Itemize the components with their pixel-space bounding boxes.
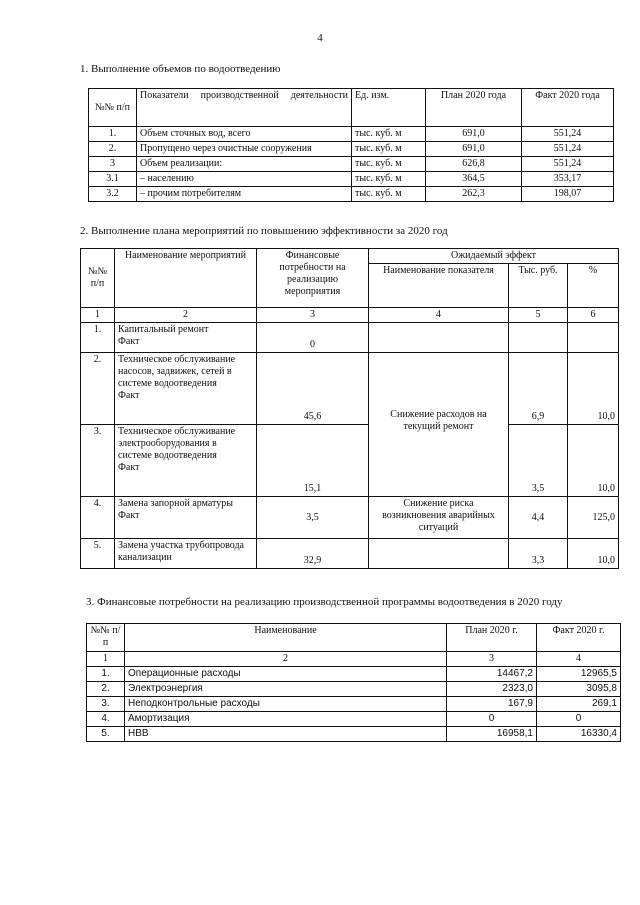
- section1-table: [88, 88, 614, 202]
- s2-cell-finance: 3,5: [257, 497, 369, 539]
- table-row: [89, 157, 614, 172]
- s2-cell-rub: [509, 323, 568, 353]
- s3-cell-num: 5.: [87, 727, 125, 742]
- s3-cell-plan: 16958,1: [447, 727, 537, 742]
- s1-cell-name: Объем реализации:: [137, 157, 352, 172]
- s3-colnum: 1: [87, 652, 125, 667]
- s2-colnum: 3: [257, 308, 369, 323]
- s2-cell-pct: 10,0: [568, 539, 619, 569]
- s1-header-indicator: Показатели производственной деятельности: [137, 89, 352, 127]
- table-row: [81, 323, 619, 353]
- s1-cell-unit: тыс. куб. м: [352, 142, 426, 157]
- s2-cell-indicator-empty: [369, 539, 509, 569]
- s2-cell-finance: 32,9: [257, 539, 369, 569]
- s2-cell-num: 2.: [81, 353, 115, 425]
- s1-cell-num: 3.2: [89, 187, 137, 202]
- s2-cell-indicator-merged: Снижение расходов на текущий ремонт: [369, 353, 509, 497]
- s2-cell-name: Техническое обслуживание электрооборудования в системе водоотведения: [118, 426, 236, 461]
- s2-cell-name: Замена участка трубопровода канализации: [115, 539, 257, 569]
- s3-cell-name: НВВ: [125, 727, 447, 742]
- s1-cell-plan: 262,3: [426, 187, 522, 202]
- s2-cell-rub: 3,3: [509, 539, 568, 569]
- s2-header-num: №№ п/п: [81, 249, 115, 308]
- s3-cell-num: 1.: [87, 667, 125, 682]
- table-row: [87, 697, 621, 712]
- table-row: [81, 308, 619, 323]
- s1-cell-fact: 551,24: [522, 127, 614, 142]
- s2-header-finance: Финансовые потребности на реализацию мероприятия: [257, 249, 369, 308]
- s2-cell-fact-label: Факт: [118, 510, 140, 521]
- s2-cell-rub: 4,4: [509, 497, 568, 539]
- table-row: [81, 539, 619, 569]
- s1-cell-name: – прочим потребителям: [137, 187, 352, 202]
- s2-cell-pct: 125,0: [568, 497, 619, 539]
- s2-header-pct: %: [568, 264, 619, 308]
- s3-cell-plan: 2323,0: [447, 682, 537, 697]
- s3-header-fact: Факт 2020 г.: [537, 624, 621, 652]
- s2-header-effect: Ожидаемый эффект: [369, 249, 619, 264]
- table-row: [87, 712, 621, 727]
- s2-cell-indicator-empty: [369, 323, 509, 353]
- s1-header-num: №№ п/п: [89, 89, 137, 127]
- page-number: 4: [317, 32, 323, 44]
- s3-cell-plan: 0: [447, 712, 537, 727]
- s2-cell-fact-label: Факт: [118, 390, 140, 401]
- s2-cell-finance: 0: [257, 323, 369, 353]
- s1-cell-fact: 353,17: [522, 172, 614, 187]
- table-row: [89, 172, 614, 187]
- section2-heading: 2. Выполнение плана мероприятий по повышению эффективности за 2020 год: [80, 225, 448, 237]
- s1-cell-num: 3: [89, 157, 137, 172]
- table-row: [89, 127, 614, 142]
- table-row: [87, 682, 621, 697]
- s1-cell-unit: тыс. куб. м: [352, 157, 426, 172]
- table-row: [87, 667, 621, 682]
- s3-cell-plan: 14467,2: [447, 667, 537, 682]
- s2-cell-pct: 10,0: [568, 353, 619, 425]
- s3-cell-name: Электроэнергия: [125, 682, 447, 697]
- s3-header-name: Наименование: [125, 624, 447, 652]
- s1-cell-plan: 691,0: [426, 127, 522, 142]
- table-row: [81, 425, 619, 497]
- s3-header-plan: План 2020 г.: [447, 624, 537, 652]
- s1-cell-unit: тыс. куб. м: [352, 127, 426, 142]
- s2-colnum: 2: [115, 308, 257, 323]
- s3-cell-fact: 0: [537, 712, 621, 727]
- s2-cell-indicator: Снижение риска возникновения аварийных ситуаций: [369, 497, 509, 539]
- s2-cell-num: 4.: [81, 497, 115, 539]
- section1-heading: 1. Выполнение объемов по водоотведению: [80, 63, 281, 75]
- s1-header-plan: План 2020 года: [426, 89, 522, 127]
- s2-header-indicator: Наименование показателя: [369, 264, 509, 308]
- s3-colnum: 2: [125, 652, 447, 667]
- s3-cell-num: 3.: [87, 697, 125, 712]
- s2-cell-rub: 6,9: [509, 353, 568, 425]
- s1-header-unit: Ед. изм.: [352, 89, 426, 127]
- s3-cell-num: 4.: [87, 712, 125, 727]
- s1-cell-unit: тыс. куб. м: [352, 172, 426, 187]
- s2-cell-num: 5.: [81, 539, 115, 569]
- s1-cell-num: 1.: [89, 127, 137, 142]
- s1-cell-name: Пропущено через очистные сооружения: [137, 142, 352, 157]
- section3-table: [86, 623, 621, 742]
- s3-cell-plan: 167,9: [447, 697, 537, 712]
- s2-cell-num: 1.: [81, 323, 115, 353]
- s1-cell-fact: 551,24: [522, 157, 614, 172]
- s1-cell-name: – населению: [137, 172, 352, 187]
- s1-cell-fact: 198,07: [522, 187, 614, 202]
- s2-cell-pct: 10,0: [568, 425, 619, 497]
- table-row: [87, 727, 621, 742]
- s3-header-num: №№ п/п: [87, 624, 125, 652]
- s3-colnum: 3: [447, 652, 537, 667]
- s2-cell-name: Техническое обслуживание насосов, задвижек, сетей в системе водоотведения: [118, 354, 236, 389]
- s2-cell-name: Замена запорной арматуры: [118, 498, 233, 509]
- s2-cell-num: 3.: [81, 425, 115, 497]
- section3-heading: 3. Финансовые потребности на реализацию производственной программы водоотведения в 2020 году: [86, 596, 563, 608]
- s1-cell-plan: 691,0: [426, 142, 522, 157]
- s3-cell-fact: 16330,4: [537, 727, 621, 742]
- s1-cell-plan: 626,8: [426, 157, 522, 172]
- s3-cell-num: 2.: [87, 682, 125, 697]
- table-row: [89, 142, 614, 157]
- s2-colnum: 6: [568, 308, 619, 323]
- s1-cell-fact: 551,24: [522, 142, 614, 157]
- s1-header-fact: Факт 2020 года: [522, 89, 614, 127]
- table-row: [87, 652, 621, 667]
- table-row: [89, 187, 614, 202]
- s1-cell-name: Объем сточных вод, всего: [137, 127, 352, 142]
- s1-cell-unit: тыс. куб. м: [352, 187, 426, 202]
- s2-colnum: 4: [369, 308, 509, 323]
- table-row: [81, 497, 619, 539]
- s2-cell-finance: 45,6: [257, 353, 369, 425]
- s3-cell-name: Амортизация: [125, 712, 447, 727]
- s2-cell-rub: 3,5: [509, 425, 568, 497]
- s3-cell-fact: 12965,5: [537, 667, 621, 682]
- s1-cell-num: 3.1: [89, 172, 137, 187]
- s1-cell-plan: 364,5: [426, 172, 522, 187]
- s1-cell-num: 2.: [89, 142, 137, 157]
- s3-colnum: 4: [537, 652, 621, 667]
- s3-cell-fact: 269,1: [537, 697, 621, 712]
- s2-colnum: 1: [81, 308, 115, 323]
- s2-cell-fact-label: Факт: [118, 462, 140, 473]
- s2-colnum: 5: [509, 308, 568, 323]
- section2-table: [80, 248, 619, 569]
- table-row: [81, 353, 619, 425]
- s2-cell-finance: 15,1: [257, 425, 369, 497]
- s2-cell-name: Капитальный ремонт: [118, 324, 209, 335]
- s2-cell-fact-label: Факт: [118, 336, 140, 347]
- s2-cell-pct: [568, 323, 619, 353]
- s2-header-name: Наименование мероприятий: [115, 249, 257, 308]
- s2-header-rub: Тыс. руб.: [509, 264, 568, 308]
- s3-cell-fact: 3095,8: [537, 682, 621, 697]
- s3-cell-name: Операционные расходы: [125, 667, 447, 682]
- s3-cell-name: Неподконтрольные расходы: [125, 697, 447, 712]
